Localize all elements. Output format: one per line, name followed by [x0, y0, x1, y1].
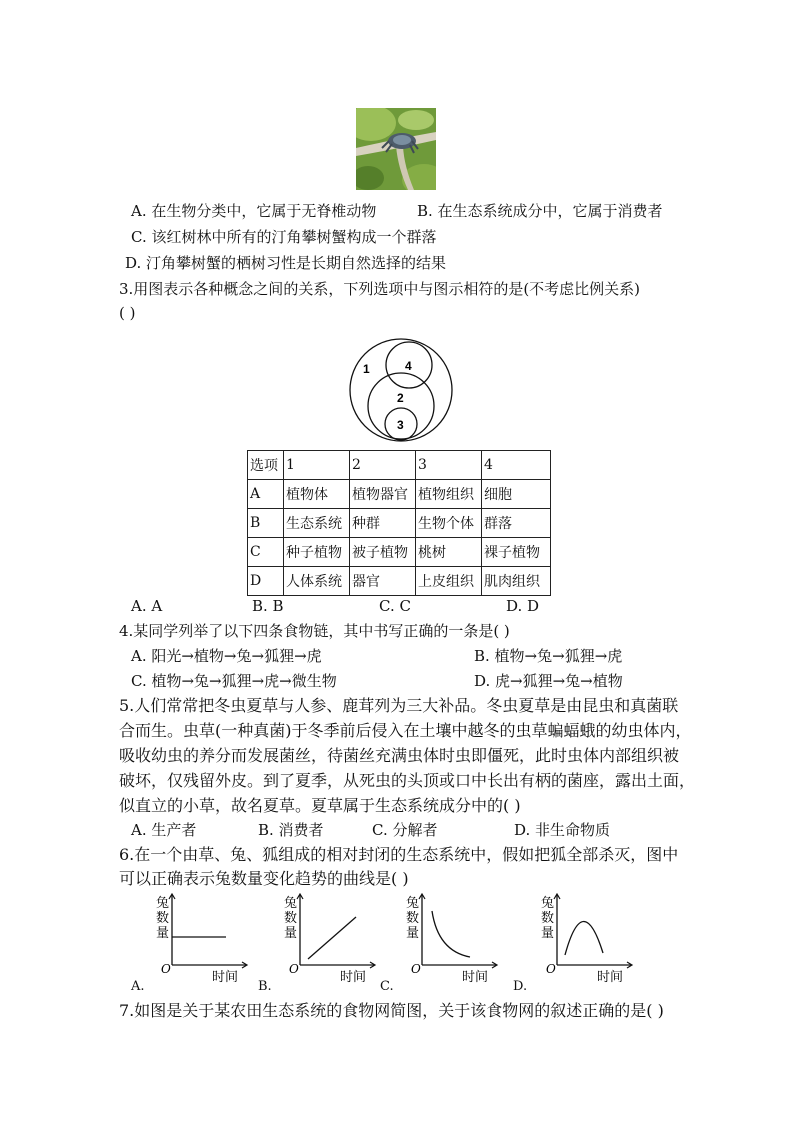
svg-text:兔: 兔: [156, 896, 170, 911]
q2-option-d: D. 汀角攀树蟹的栖树习性是长期自然选择的结果: [125, 254, 447, 272]
table-cell: 种子植物: [284, 538, 350, 567]
crab-on-branch-photo: [356, 108, 436, 190]
table-cell: 种群: [350, 509, 416, 538]
concept-circle-diagram: [339, 338, 463, 444]
svg-text:O: O: [161, 962, 171, 976]
table-cell: 植物组织: [416, 480, 482, 509]
table-cell: 生态系统: [284, 509, 350, 538]
table-cell: 植物体: [284, 480, 350, 509]
rabbit-count-graph-a: [150, 893, 250, 985]
q5-stem-line: 5.人们常常把冬虫夏草与人参、鹿茸列为三大补品。冬虫夏草是由昆虫和真菌联: [119, 696, 679, 715]
table-header-cell: 选项: [248, 451, 284, 480]
q2-option-a: A. 在生物分类中，它属于无脊椎动物: [131, 202, 377, 220]
table-cell: 植物器官: [350, 480, 416, 509]
table-row: [248, 480, 551, 509]
q5-stem-line: 合而生。虫草(一种真菌)于冬季前后侵入在土壤中越冬的虫草蝙蝠蛾的幼虫体内，: [119, 721, 692, 740]
svg-text:量: 量: [541, 926, 555, 941]
q4-option-a: A. 阳光→植物→兔→狐狸→虎: [131, 647, 322, 665]
svg-text:量: 量: [406, 926, 420, 941]
q6-graph-letter-d: D.: [513, 979, 528, 994]
q5-option-a: A. 生产者: [131, 821, 197, 839]
diagram-label-3: 3: [397, 418, 404, 432]
diagram-label-4: 4: [405, 359, 412, 373]
q5-stem-line: 似直立的小草，故名夏草。夏草属于生态系统成分中的( ): [119, 796, 521, 815]
table-cell: 生物个体: [416, 509, 482, 538]
svg-text:量: 量: [156, 926, 170, 941]
table-row: [248, 538, 551, 567]
table-cell: 细胞: [482, 480, 551, 509]
q4-option-b: B. 植物→兔→狐狸→虎: [474, 647, 623, 665]
q6-graph-letter-c: C.: [380, 979, 394, 994]
svg-text:时间: 时间: [340, 970, 367, 985]
q3-option-a: A. A: [131, 597, 163, 615]
svg-text:数: 数: [406, 911, 420, 926]
q5-option-c: C. 分解者: [372, 821, 438, 839]
q3-option-b: B. B: [252, 597, 284, 615]
table-header-cell: 2: [350, 451, 416, 480]
table-cell: A: [248, 480, 284, 509]
q2-option-b: B. 在生态系统成分中，它属于消费者: [417, 202, 663, 220]
svg-text:时间: 时间: [597, 970, 624, 985]
q3-answer-blank: ( ): [119, 304, 136, 322]
rabbit-count-graph-c: [400, 893, 500, 985]
table-cell: 人体系统: [284, 567, 350, 596]
table-header-row: [248, 451, 551, 480]
q5-stem-line: 吸收幼虫的养分而发展菌丝，待菌丝充满虫体时虫即僵死，此时虫体内部组织被: [119, 746, 680, 765]
q5-option-d: D. 非生命物质: [514, 821, 611, 839]
table-cell: 器官: [350, 567, 416, 596]
svg-text:数: 数: [541, 911, 555, 926]
table-row: [248, 509, 551, 538]
q6-stem-line: 6.在一个由草、兔、狐组成的相对封闭的生态系统中，假如把狐全部杀灭，图中: [119, 845, 679, 864]
svg-text:时间: 时间: [462, 970, 489, 985]
q6-graph-letter-a: A.: [131, 979, 145, 994]
svg-text:O: O: [411, 962, 421, 976]
q5-stem-line: 破坏，仅残留外皮。到了夏季，从死虫的头顶或口中长出有柄的菌座，露出土面，: [119, 771, 696, 790]
table-cell: B: [248, 509, 284, 538]
table-header-cell: 3: [416, 451, 482, 480]
q5-option-b: B. 消费者: [258, 821, 324, 839]
svg-text:数: 数: [284, 911, 298, 926]
table-row: [248, 567, 551, 596]
q2-option-c: C. 该红树林中所有的汀角攀树蟹构成一个群落: [131, 228, 437, 246]
diagram-label-2: 2: [397, 391, 404, 405]
q6-graph-letter-b: B.: [258, 979, 272, 994]
rabbit-count-graph-d: [535, 893, 635, 985]
q7-stem: 7.如图是关于某农田生态系统的食物网简图，关于该食物网的叙述正确的是( ): [119, 1001, 664, 1020]
q6-stem-line: 可以正确表示兔数量变化趋势的曲线是( ): [119, 869, 409, 888]
table-cell: 群落: [482, 509, 551, 538]
table-cell: C: [248, 538, 284, 567]
table-header-cell: 1: [284, 451, 350, 480]
svg-text:数: 数: [156, 911, 170, 926]
diagram-label-1: 1: [363, 362, 370, 376]
table-cell: D: [248, 567, 284, 596]
rabbit-count-graph-b: [278, 893, 378, 985]
svg-text:时间: 时间: [212, 970, 239, 985]
q4-option-d: D. 虎→狐狸→兔→植物: [474, 672, 623, 690]
svg-text:兔: 兔: [406, 896, 420, 911]
table-cell: 上皮组织: [416, 567, 482, 596]
table-cell: 肌肉组织: [482, 567, 551, 596]
table-cell: 桃树: [416, 538, 482, 567]
q3-option-c: C. C: [379, 597, 411, 615]
svg-text:量: 量: [284, 926, 298, 941]
q3-options-table: [247, 450, 551, 596]
svg-text:兔: 兔: [541, 896, 555, 911]
q3-option-d: D. D: [506, 597, 540, 615]
table-cell: 被子植物: [350, 538, 416, 567]
q3-stem: 3.用图表示各种概念之间的关系，下列选项中与图示相符的是(不考虑比例关系): [119, 280, 641, 298]
table-cell: 裸子植物: [482, 538, 551, 567]
svg-text:兔: 兔: [284, 896, 298, 911]
q4-stem: 4.某同学列举了以下四条食物链，其中书写正确的一条是( ): [119, 622, 510, 640]
q4-option-c: C. 植物→兔→狐狸→虎→微生物: [131, 672, 337, 690]
svg-text:O: O: [546, 962, 556, 976]
table-header-cell: 4: [482, 451, 551, 480]
svg-text:O: O: [289, 962, 299, 976]
